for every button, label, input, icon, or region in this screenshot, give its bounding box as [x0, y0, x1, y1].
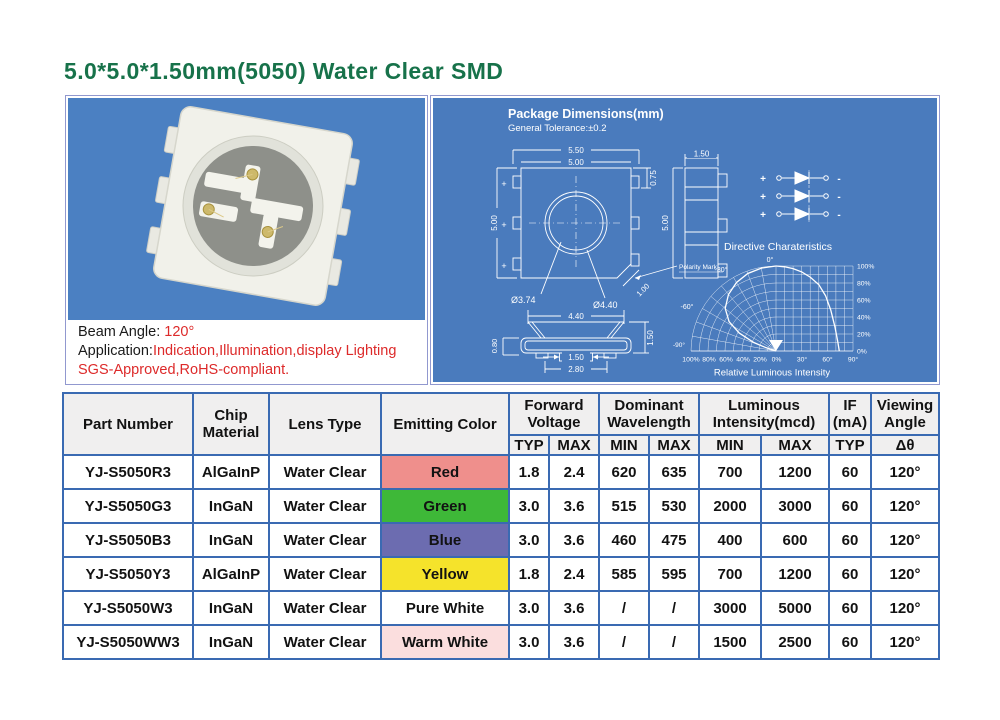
iv-max-cell: 2500 — [761, 625, 829, 659]
if-typ-cell: 60 — [829, 591, 871, 625]
viewing-angle-cell: 120° — [871, 455, 939, 489]
iv-min-cell: 700 — [699, 455, 761, 489]
chip-material-cell: AlGaInP — [193, 557, 269, 591]
dim-label: 0.75 — [649, 170, 658, 186]
subheader-max: MAX — [549, 435, 599, 455]
viewing-angle-cell: 120° — [871, 591, 939, 625]
vf-typ-cell: 1.8 — [509, 455, 549, 489]
iv-max-cell: 600 — [761, 523, 829, 557]
axis-tick-label: 100% — [857, 263, 875, 271]
wl-min-cell: 585 — [599, 557, 649, 591]
diagram-title: Package Dimensions(mm) — [508, 107, 664, 121]
vf-typ-cell: 3.0 — [509, 523, 549, 557]
vf-max-cell: 3.6 — [549, 489, 599, 523]
plus-terminal: + — [760, 174, 766, 185]
iv-min-cell: 3000 — [699, 591, 761, 625]
page-title: 5.0*5.0*1.50mm(5050) Water Clear SMD — [64, 58, 504, 84]
lens-type-cell: Water Clear — [269, 455, 381, 489]
axis-tick-label: 90° — [847, 356, 859, 364]
axis-tick-label: 40% — [857, 314, 871, 322]
vf-typ-cell: 3.0 — [509, 591, 549, 625]
angle-label: -60° — [680, 304, 694, 311]
vf-max-cell: 2.4 — [549, 557, 599, 591]
wl-min-cell: / — [599, 625, 649, 659]
subheader-max: MAX — [761, 435, 829, 455]
application-line — [78, 342, 415, 361]
lens-type-cell: Water Clear — [269, 557, 381, 591]
viewing-angle-cell: 120° — [871, 625, 939, 659]
wl-max-cell: / — [649, 591, 699, 625]
chip-material-cell: InGaN — [193, 489, 269, 523]
directivity-xlabel: Relative Luminous Intensity — [713, 367, 831, 379]
part-number-cell: YJ-S5050Y3 — [63, 557, 193, 591]
subheader-delta-theta: Δθ — [871, 435, 939, 455]
angle-label: 0° — [766, 257, 774, 264]
axis-tick-label: 20% — [753, 356, 767, 364]
part-number-cell: YJ-S5050WW3 — [63, 625, 193, 659]
product-photo-panel — [65, 95, 428, 385]
iv-max-cell: 3000 — [761, 489, 829, 523]
plus-mark: + — [501, 179, 507, 189]
viewing-angle-cell: 120° — [871, 557, 939, 591]
directivity-title: Directive Charateristics — [724, 241, 832, 253]
application-value: Indication,Illumination,display Lighting — [152, 343, 397, 359]
subheader-typ: TYP — [829, 435, 871, 455]
table-row — [63, 557, 939, 591]
wl-min-cell: 620 — [599, 455, 649, 489]
axis-tick-label: 40% — [736, 356, 750, 364]
smd-led-package — [142, 103, 363, 308]
axis-tick-label: 80% — [702, 356, 716, 364]
emitting-color-cell: Pure White — [381, 591, 509, 625]
if-typ-cell: 60 — [829, 625, 871, 659]
axis-tick-label: 30° — [796, 356, 808, 364]
iv-max-cell: 1200 — [761, 557, 829, 591]
iv-max-cell: 5000 — [761, 591, 829, 625]
compliance-line: SGS-Approved,RoHS-compliant. — [78, 362, 290, 378]
dim-label: 5.00 — [661, 215, 670, 231]
vf-typ-cell: 1.8 — [509, 557, 549, 591]
col-header-chip-material: Chip Material — [193, 393, 269, 455]
dim-label: 1.50 — [646, 330, 655, 346]
emitting-color-cell: Green — [381, 489, 509, 523]
axis-tick-label: 0% — [771, 356, 782, 364]
wl-max-cell: 635 — [649, 455, 699, 489]
vf-max-cell: 3.6 — [549, 625, 599, 659]
emitting-color-cell: Warm White — [381, 625, 509, 659]
col-header-luminous-intensity: Luminous Intensity(mcd) — [699, 393, 829, 435]
table-row — [63, 489, 939, 523]
beam-angle-line — [78, 323, 415, 342]
plus-terminal: + — [760, 192, 766, 203]
dim-label: 4.40 — [568, 312, 584, 321]
vf-typ-cell: 3.0 — [509, 625, 549, 659]
vf-max-cell: 3.6 — [549, 591, 599, 625]
axis-tick-label: 0% — [857, 348, 867, 356]
col-header-emitting-color: Emitting Color — [381, 393, 509, 455]
axis-tick-label: 60° — [822, 356, 833, 364]
wl-min-cell: 460 — [599, 523, 649, 557]
wl-max-cell: 475 — [649, 523, 699, 557]
axis-tick-label: 80% — [857, 280, 871, 288]
col-header-part-number: Part Number — [63, 393, 193, 455]
vf-typ-cell: 3.0 — [509, 489, 549, 523]
part-number-cell: YJ-S5050B3 — [63, 523, 193, 557]
chip-material-cell: InGaN — [193, 523, 269, 557]
dim-label: 2.80 — [568, 365, 584, 374]
angle-label: -30° — [714, 267, 728, 274]
wl-min-cell: / — [599, 591, 649, 625]
plus-mark: + — [501, 261, 507, 271]
if-typ-cell: 60 — [829, 523, 871, 557]
dim-label: 1.50 — [693, 149, 710, 159]
table-row — [63, 523, 939, 557]
subheader-typ: TYP — [509, 435, 549, 455]
minus-terminal: - — [837, 174, 841, 185]
dim-label: 0.80 — [490, 338, 499, 354]
wl-max-cell: 595 — [649, 557, 699, 591]
col-header-if: IF (mA) — [829, 393, 871, 435]
table-row — [63, 591, 939, 625]
dim-label: 1.50 — [568, 353, 584, 362]
chip-material-cell: AlGaInP — [193, 455, 269, 489]
minus-terminal: - — [837, 192, 841, 203]
emitting-color-cell: Yellow — [381, 557, 509, 591]
axis-tick-label: 20% — [857, 331, 871, 339]
package-dimensions-diagram — [433, 98, 937, 382]
iv-min-cell: 2000 — [699, 489, 761, 523]
col-header-lens-type: Lens Type — [269, 393, 381, 455]
iv-min-cell: 1500 — [699, 625, 761, 659]
chip-material-cell: InGaN — [193, 625, 269, 659]
viewing-angle-cell: 120° — [871, 489, 939, 523]
emitting-color-cell: Red — [381, 455, 509, 489]
beam-angle-label: Beam Angle: — [78, 324, 161, 340]
emitting-color-cell: Blue — [381, 523, 509, 557]
application-label: Application: — [78, 343, 153, 359]
if-typ-cell: 60 — [829, 557, 871, 591]
wl-max-cell: / — [649, 625, 699, 659]
dim-label: 5.00 — [568, 158, 584, 167]
vf-max-cell: 3.6 — [549, 523, 599, 557]
col-header-forward-voltage: Forward Voltage — [509, 393, 599, 435]
plus-mark: + — [501, 220, 507, 230]
if-typ-cell: 60 — [829, 455, 871, 489]
chip-material-cell: InGaN — [193, 591, 269, 625]
lens-type-cell: Water Clear — [269, 523, 381, 557]
lens-type-cell: Water Clear — [269, 591, 381, 625]
iv-max-cell: 1200 — [761, 455, 829, 489]
part-number-cell: YJ-S5050R3 — [63, 455, 193, 489]
if-typ-cell: 60 — [829, 489, 871, 523]
col-header-viewing-angle: Viewing Angle — [871, 393, 939, 435]
iv-min-cell: 400 — [699, 523, 761, 557]
spec-table — [62, 392, 940, 660]
plus-terminal: + — [760, 210, 766, 221]
polarity-mark-label: Polarity Mark — [679, 264, 717, 271]
part-number-cell: YJ-S5050W3 — [63, 591, 193, 625]
subheader-min: MIN — [699, 435, 761, 455]
wl-max-cell: 530 — [649, 489, 699, 523]
viewing-angle-cell: 120° — [871, 523, 939, 557]
dim-label: Ø4.40 — [593, 300, 618, 310]
dim-label: 5.00 — [490, 215, 499, 231]
beam-angle-value: 120° — [164, 324, 195, 340]
dim-label: 1.00 — [634, 281, 652, 299]
lens-type-cell: Water Clear — [269, 489, 381, 523]
diagram-tolerance: General Tolerance:±0.2 — [508, 123, 607, 134]
led-product-photo — [68, 98, 425, 320]
iv-min-cell: 700 — [699, 557, 761, 591]
dim-label: 5.50 — [568, 146, 584, 155]
table-row — [63, 625, 939, 659]
minus-terminal: - — [837, 210, 841, 221]
photo-caption — [68, 320, 425, 383]
lens-type-cell: Water Clear — [269, 625, 381, 659]
axis-tick-label: 60% — [719, 356, 733, 364]
subheader-min: MIN — [599, 435, 649, 455]
part-number-cell: YJ-S5050G3 — [63, 489, 193, 523]
col-header-dominant-wavelength: Dominant Wavelength — [599, 393, 699, 435]
subheader-max: MAX — [649, 435, 699, 455]
axis-tick-label: 100% — [682, 356, 700, 364]
package-dimensions-panel — [430, 95, 940, 385]
wl-min-cell: 515 — [599, 489, 649, 523]
axis-tick-label: 60% — [857, 297, 871, 305]
table-row — [63, 455, 939, 489]
vf-max-cell: 2.4 — [549, 455, 599, 489]
angle-label: -90° — [673, 342, 685, 349]
dim-label: Ø3.74 — [511, 295, 536, 305]
